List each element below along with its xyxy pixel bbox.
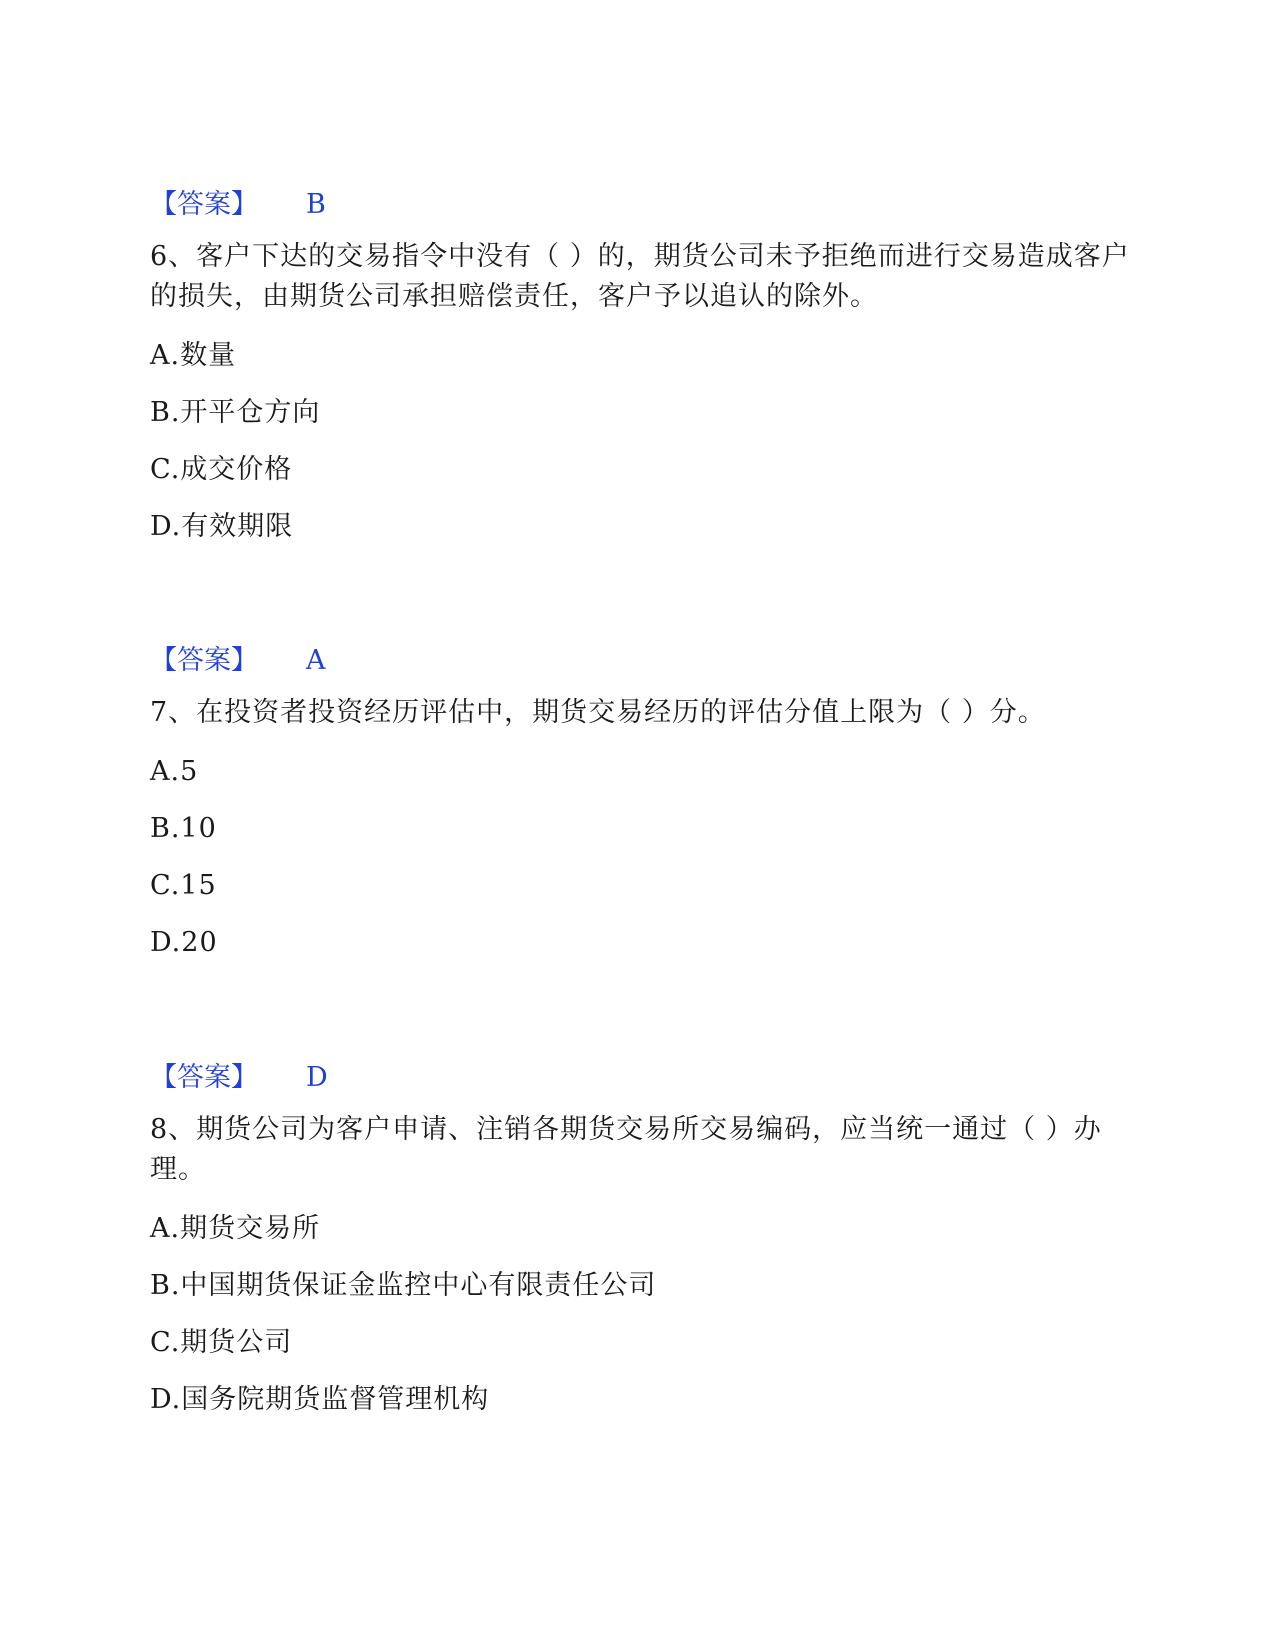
- question-text: 8、期货公司为客户申请、注销各期货交易所交易编码，应当统一通过（ ）办理。: [150, 1114, 1102, 1185]
- question-text: 7、在投资者投资经历评估中，期货交易经历的评估分值上限为（ ）分。: [150, 697, 1046, 728]
- option-b: B.10: [150, 813, 217, 844]
- option-d: D.国务院期货监督管理机构: [150, 1384, 490, 1415]
- option-b: B.中国期货保证金监控中心有限责任公司: [150, 1270, 657, 1301]
- option-d: D.20: [150, 927, 218, 958]
- answer-label: 【答案】: [150, 1062, 258, 1093]
- answer-line: [150, 187, 1130, 223]
- answer-line: [150, 643, 1130, 679]
- answer-label: 【答案】: [150, 189, 258, 220]
- question-text: 6、客户下达的交易指令中没有（ ）的，期货公司未予拒绝而进行交易造成客户的损失，由期货公司承担赔偿责任，客户予以追认的除外。: [150, 241, 1130, 312]
- answer-value: B: [306, 189, 326, 220]
- question-block-6: [150, 187, 1130, 545]
- question-block-8: [150, 1060, 1130, 1418]
- question-block-7: [150, 643, 1130, 961]
- answer-line: [150, 1060, 1130, 1096]
- option-c: C.期货公司: [150, 1327, 293, 1358]
- option-d: D.有效期限: [150, 511, 294, 542]
- answer-label: 【答案】: [150, 645, 258, 676]
- option-a: A.期货交易所: [150, 1213, 321, 1244]
- answer-value: A: [306, 645, 326, 676]
- option-a: A.5: [150, 756, 199, 787]
- option-b: B.开平仓方向: [150, 397, 321, 428]
- option-c: C.15: [150, 870, 217, 901]
- answer-value: D: [306, 1062, 328, 1093]
- option-a: A.数量: [150, 340, 237, 371]
- option-c: C.成交价格: [150, 454, 293, 485]
